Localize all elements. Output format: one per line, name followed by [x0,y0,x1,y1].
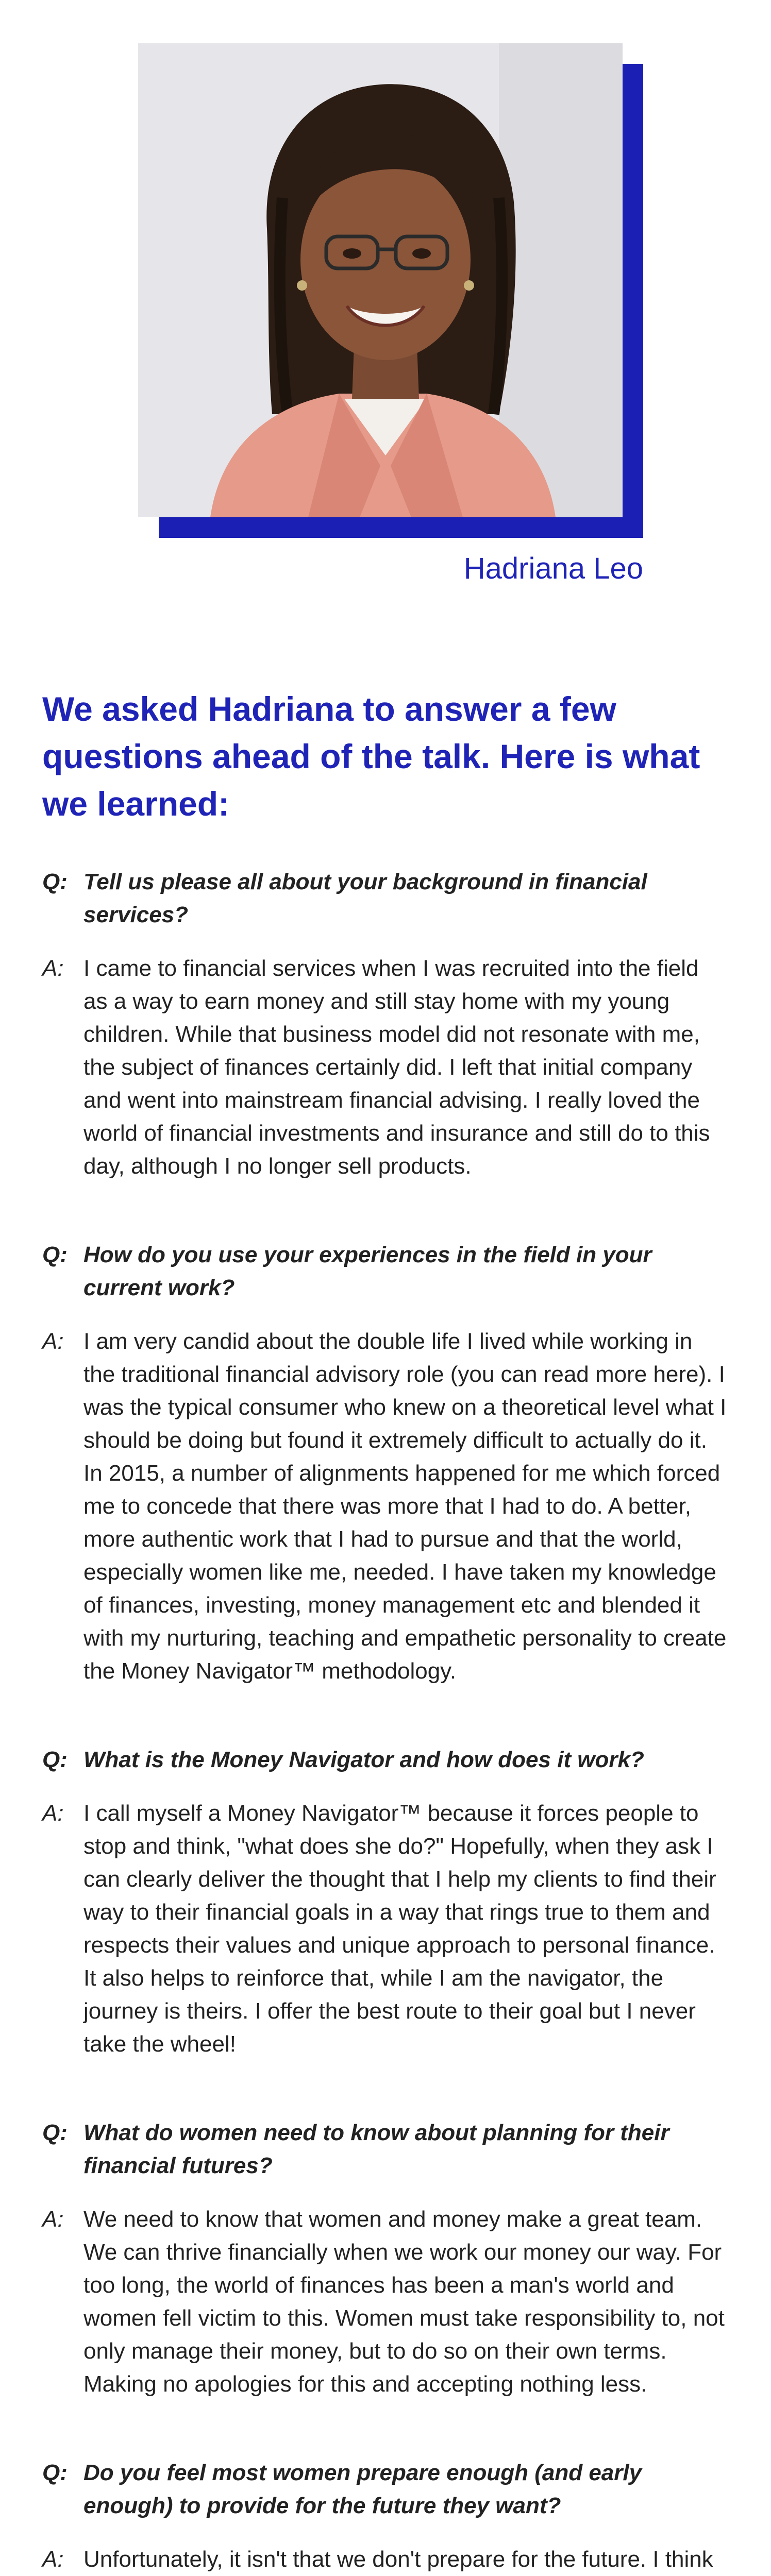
question-row [42,866,728,931]
answer-text: I came to financial services when I was recruited into the field as a way to earn money and still stay home with my young children. While that business model did not resonate with me, the subject of finances certainly did. I left that initial company and went into mainstream financial advising. I really loved the world of financial investments and insurance and still do to this day, although I no longer sell products. [83,956,710,1179]
question-row [42,1743,728,1776]
question-text: How do you use your experiences in the field in your current work? [83,1242,652,1300]
answer-text: I call myself a Money Navigator™ because it forces people to stop and think, "what does she do?" Hopefully, when they ask I can clearly deliver the thought that I help my clients to find their way to their financial goals in a way that rings true to them and respects their values and unique approach to personal finance. It also helps to reinforce that, while I am the navigator, the journey is theirs. I offer the best route to their goal but I never take the wheel! [83,1801,716,2057]
answer-text: We need to know that women and money make a great team. We can thrive financially when we work our money our way. For too long, the world of finances has been a man's world and women fell victim to this. Women must take responsibility to, not only manage their money, but to do so on their own terms. Making no apologies for this and accepting nothing less. [83,2207,725,2397]
intro-heading: We asked Hadriana to answer a few questions ahead of the talk. Here is what we learned: [42,690,700,823]
answer-label: A: [42,1801,64,1826]
answer-text: Unfortunately, it isn't that we don't prepare for the future. I think [83,2547,713,2572]
speaker-name: Hadriana Leo [463,552,643,585]
profile-photo [138,43,623,517]
answer-label: A: [42,1329,64,1354]
answer-label: A: [42,2207,64,2232]
question-label: Q: [42,869,68,894]
qa-item [42,866,728,1183]
question-text: Tell us please all about your background in financial services? [83,869,647,927]
qa-list [42,866,728,2576]
answer-row [42,2203,728,2401]
qa-item [42,1743,728,2061]
question-text: What is the Money Navigator and how does it work? [83,1747,644,1772]
answer-row [42,1797,728,2061]
question-label: Q: [42,2120,68,2145]
answer-row [42,1325,728,1688]
portrait-illustration [138,43,623,517]
answer-row [42,2543,728,2576]
qa-item [42,2116,728,2401]
profile-photo-frame [138,43,643,538]
question-row [42,2456,728,2522]
question-label: Q: [42,2460,68,2485]
answer-label: A: [42,956,64,981]
question-row [42,1239,728,1304]
question-label: Q: [42,1242,68,1267]
question-text: What do women need to know about planning for their financial futures? [83,2120,669,2178]
answer-row [42,952,728,1183]
qa-item [42,2456,728,2576]
answer-label: A: [42,2547,64,2572]
answer-text: I am very candid about the double life I lived while working in the traditional financial advisory role (you can read more here). I was the typical consumer who knew on a theoretical level what I should be doing but found it extremely difficult to actually do it. In 2015, a number of alignments happened for me which forced me to concede that there was more that I had to do. A better, more authentic work that I had to pursue and that the world, especially women like me, needed. I have taken my knowledge of finances, investing, money management etc and blended it with my nurturing, teaching and empathetic personality to create the Money Navigator™ methodology. [83,1329,727,1684]
question-text: Do you feel most women prepare enough (and early enough) to provide for the future they want? [83,2460,642,2518]
qa-item [42,1239,728,1688]
question-label: Q: [42,1747,68,1772]
question-row [42,2116,728,2182]
